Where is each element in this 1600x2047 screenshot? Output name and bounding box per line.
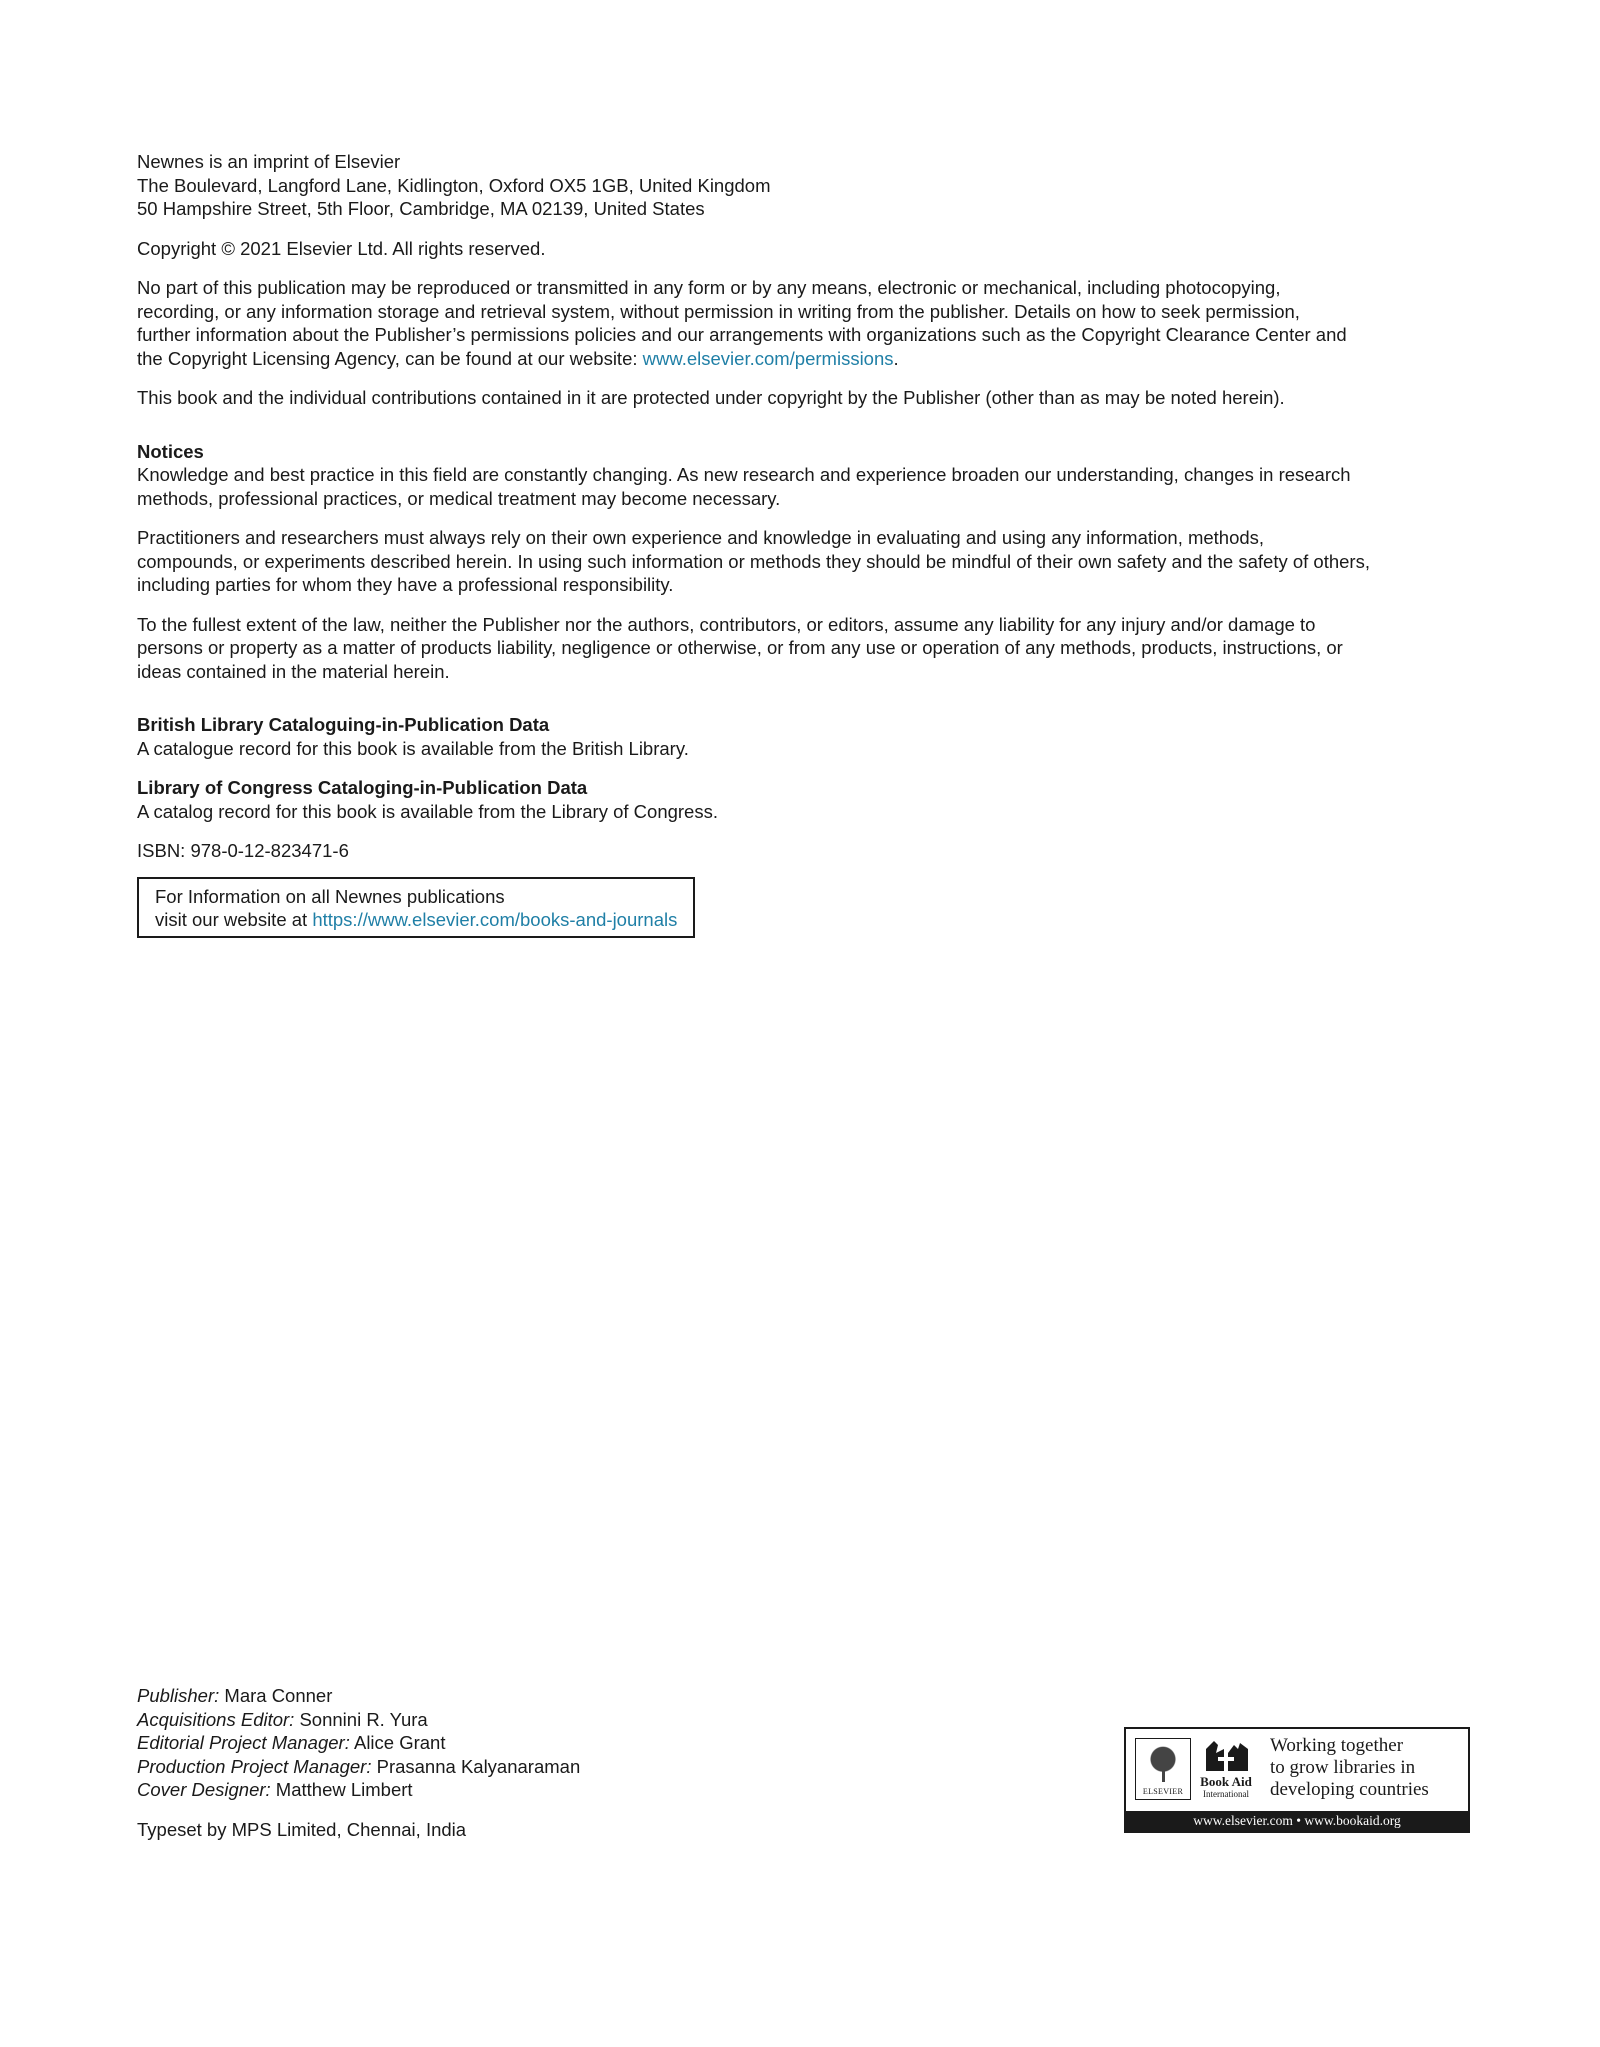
permissions-line-text: the Copyright Licensing Agency, can be found at our website:	[137, 347, 643, 369]
bookaid-international: International	[1203, 1789, 1249, 1799]
address-us: 50 Hampshire Street, 5th Floor, Cambridge, MA 02139, United States	[137, 198, 705, 219]
publisher-address	[137, 150, 1467, 221]
british-library-section	[137, 713, 1467, 760]
bookaid-name: Book Aid	[1200, 1774, 1252, 1789]
imprint-line: Newnes is an imprint of Elsevier	[137, 151, 401, 172]
credit-cover-designer	[137, 1778, 837, 1802]
credit-editorial-pm	[137, 1731, 837, 1755]
copyright-page	[137, 150, 1467, 938]
tagline-line: developing countries	[1270, 1779, 1429, 1800]
notices-line: ideas contained in the material herein.	[137, 660, 450, 682]
notices-line: persons or property as a matter of products liability, negligence or otherwise, or from any use or operation of any methods, products, instructions, or	[137, 637, 1343, 658]
credit-label: Editorial Project Manager:	[137, 1732, 350, 1753]
info-line: For Information on all Newnes publications	[155, 885, 505, 907]
loc-heading: Library of Congress Cataloging-in-Publication Data	[137, 777, 588, 798]
permissions-line	[137, 347, 1467, 371]
credit-value: Mara Conner	[219, 1685, 333, 1706]
credit-value: Alice Grant	[349, 1732, 446, 1753]
permissions-link[interactable]: www.elsevier.com/permissions	[642, 347, 894, 369]
loc-section	[137, 776, 1467, 823]
info-line	[155, 908, 677, 932]
permissions-line: recording, or any information storage and retrieval system, without permission in writing from the publisher. Details on how to seek permission,	[137, 300, 1300, 322]
notices-line: methods, professional practices, or medical treatment may become necessary.	[137, 487, 781, 509]
british-library-text: A catalogue record for this book is available from the British Library.	[137, 737, 689, 759]
credit-label: Cover Designer:	[137, 1779, 271, 1800]
elsevier-tree-icon	[1143, 1744, 1183, 1782]
tagline-line: Working together	[1270, 1735, 1404, 1756]
credit-label: Publisher:	[137, 1685, 220, 1706]
notices-line: including parties for whom they have a professional responsibility.	[137, 574, 674, 595]
credit-value: Sonnini R. Yura	[294, 1708, 428, 1730]
credit-label: Production Project Manager:	[137, 1755, 372, 1777]
tagline-line: to grow libraries in	[1270, 1757, 1416, 1778]
bookaid-hands-icon	[1204, 1739, 1250, 1773]
production-credits	[137, 1684, 837, 1841]
notices-section	[137, 440, 1467, 684]
credit-label: Acquisitions Editor:	[137, 1708, 295, 1730]
elsevier-logo	[1135, 1738, 1191, 1800]
copyright-notice: Copyright © 2021 Elsevier Ltd. All rights reserved.	[137, 237, 546, 259]
address-uk: The Boulevard, Langford Lane, Kidlington, Oxford OX5 1GB, United Kingdom	[137, 174, 771, 196]
permissions-line: further information about the Publisher’s permissions policies and our arrangements with organizations such as the Copyright Clearance Center and	[137, 324, 1347, 345]
typeset-line: Typeset by MPS Limited, Chennai, India	[137, 1818, 467, 1840]
permissions-period: .	[893, 347, 899, 369]
credit-acquisitions	[137, 1708, 837, 1732]
credit-value: Matthew Limbert	[270, 1779, 413, 1800]
logo-footer-urls: www.elsevier.com • www.bookaid.org	[1126, 1811, 1468, 1831]
notices-line: Practitioners and researchers must always rely on their own experience and knowledge in evaluating and using any information, methods,	[137, 527, 1265, 548]
notices-line: To the fullest extent of the law, neither the Publisher nor the authors, contributors, or editors, assume any liability for any injury and/or damage to	[137, 613, 1316, 635]
bookaid-logo	[1198, 1737, 1254, 1803]
protected-statement: This book and the individual contributions contained in it are protected under copyright by the Publisher (other than as may be noted herein).	[137, 387, 1285, 408]
credit-production-pm	[137, 1755, 837, 1779]
book-aid-logo	[1124, 1727, 1470, 1833]
info-prefix: visit our website at	[155, 909, 313, 930]
publications-info-box	[137, 877, 695, 938]
notices-heading: Notices	[137, 440, 204, 462]
credit-publisher	[137, 1684, 837, 1708]
credit-value: Prasanna Kalyanaraman	[371, 1755, 581, 1777]
books-journals-link[interactable]: https://www.elsevier.com/books-and-journals	[312, 909, 678, 930]
elsevier-wordmark: ELSEVIER	[1142, 1787, 1184, 1796]
permissions-line: No part of this publication may be reproduced or transmitted in any form or by any means, electronic or mechanical, including photocopying,	[137, 277, 1281, 298]
notices-line: Knowledge and best practice in this field are constantly changing. As new research and experience broaden our understanding, changes in research	[137, 464, 1351, 485]
isbn: ISBN: 978-0-12-823471-6	[137, 840, 349, 861]
notices-paragraph-2	[137, 526, 1467, 597]
loc-text: A catalog record for this book is available from the Library of Congress.	[137, 800, 718, 822]
notices-line: compounds, or experiments described herein. In using such information or methods they should be mindful of their own safety and the safety of others,	[137, 550, 1370, 572]
british-library-heading: British Library Cataloguing-in-Publication Data	[137, 714, 550, 735]
logo-top	[1126, 1729, 1468, 1813]
permissions-paragraph	[137, 276, 1467, 370]
notices-paragraph-3	[137, 613, 1467, 684]
logo-tagline	[1270, 1735, 1466, 1801]
